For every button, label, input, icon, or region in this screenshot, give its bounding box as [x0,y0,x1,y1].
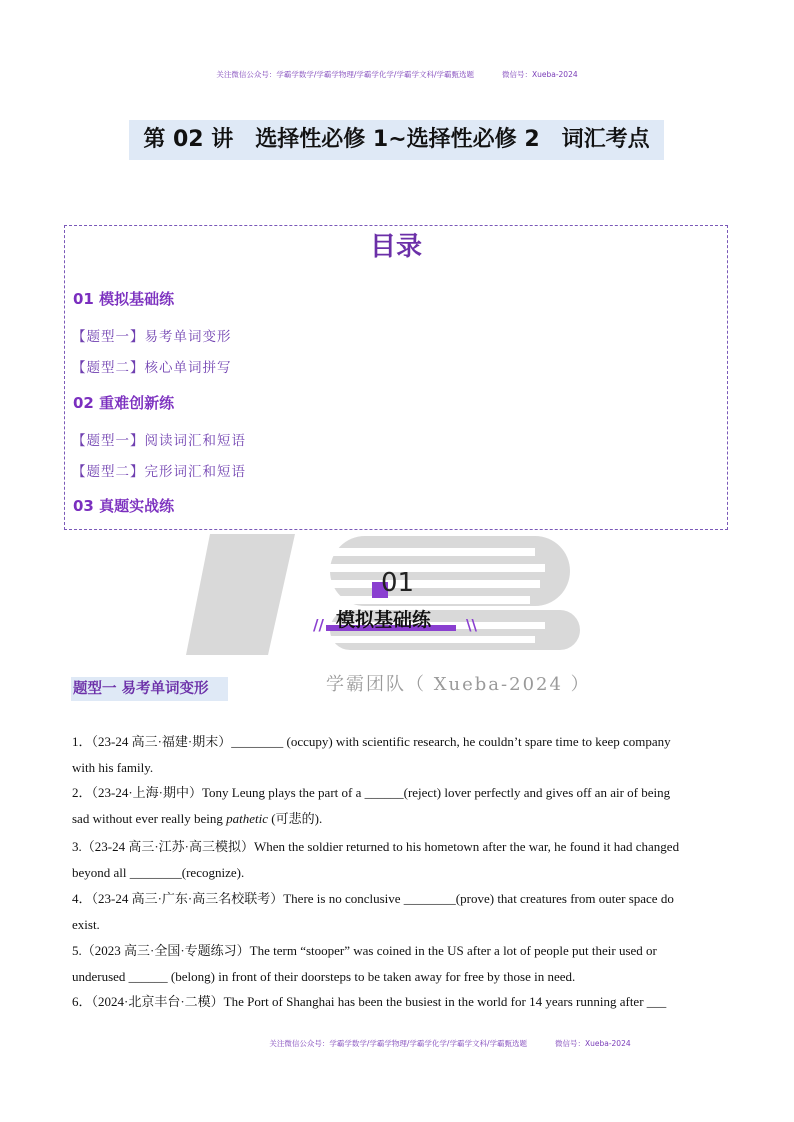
header-left-text: 关注微信公众号：学霸学数学/学霸学物理/学霸学化学/学霸学文科/学霸甄选题 [216,70,474,79]
chapter-title: 模拟基础练 [336,609,432,631]
question-line: 6．（2024·北京丰台·二模）The Port of Shanghai has been the busiest in the world for 14 years running after ___ [72,994,667,1009]
chapter-number: 01 [381,568,415,598]
question-line: with his family. [72,760,154,775]
question-line: 1．（23-24 高三·福建·期末）________ (occupy) with scientific research, he couldn’t spare time to keep company [72,734,671,749]
toc-item[interactable]: 【题型二】核心单词拼写 [72,360,232,376]
question-line: underused ______ (belong) in front of their doorsteps to be taken away for free by those in need. [72,969,576,984]
slash-decoration-right: \\ [466,616,477,634]
page-header [0,69,794,80]
question-4 [72,886,727,938]
table-of-contents [64,225,728,530]
question-1 [72,729,727,781]
question-type-heading: 题型一 易考单词变形 [71,677,228,701]
question-line: beyond all ________(recognize). [72,865,245,880]
toc-item[interactable]: 【题型二】完形词汇和短语 [72,464,246,480]
question-line: exist. [72,917,100,932]
question-2 [72,780,727,832]
question-line: 5.（2023 高三·全国·专题练习）The term “stooper” was coined in the US after a lot of people put their used or [72,943,657,958]
question-3 [72,834,727,886]
question-line: 2．（23-24·上海·期中）Tony Leung plays the part of a ______(reject) lover perfectly and gives off an air of being [72,785,671,800]
toc-item[interactable]: 【题型一】易考单词变形 [72,329,232,345]
toc-section-1[interactable]: 01 模拟基础练 [73,290,175,308]
footer-right-text: 微信号：Xueba-2024 [554,1039,631,1048]
question-text: (可悲的). [268,811,323,826]
question-line: 4．（23-24 高三·广东·高三名校联考）There is no conclusive ________(prove) that creatures from outer space do [72,891,674,906]
question-6 [72,989,727,1015]
question-text: sad without ever really being [72,811,227,826]
question-italic-word: pathetic [226,811,269,826]
toc-section-3[interactable]: 03 真题实战练 [73,497,175,515]
page-footer [100,1038,794,1049]
question-5 [72,938,727,990]
question-line [72,806,727,832]
toc-item[interactable]: 【题型一】阅读词汇和短语 [72,433,246,449]
toc-heading: 目录 [369,232,422,262]
footer-left-text: 关注微信公众号：学霸学数学/学霸学物理/学霸学化学/学霸学文科/学霸甄选题 [269,1039,527,1048]
slash-decoration-left: // [313,616,324,634]
watermark: 学霸团队（ Xueba-2024 ） [326,674,591,695]
question-line: 3.（23-24 高三·江苏·高三模拟）When the soldier returned to his hometown after the war, he found it had changed [72,839,680,854]
page-title: 第 02 讲 选择性必修 1~选择性必修 2 词汇考点 [129,120,664,160]
toc-section-2[interactable]: 02 重难创新练 [73,394,175,412]
header-right-text: 微信号：Xueba-2024 [501,70,578,79]
